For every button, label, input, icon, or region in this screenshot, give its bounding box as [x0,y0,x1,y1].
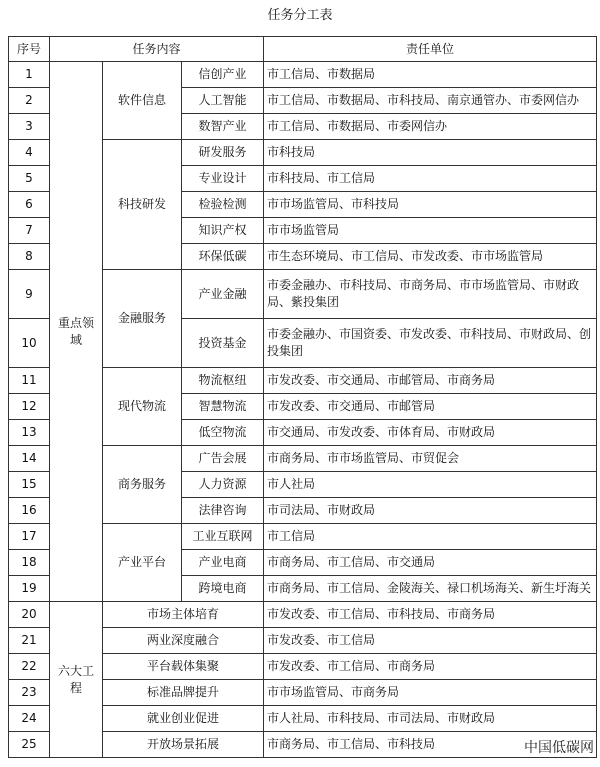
row-no: 5 [9,166,50,192]
row-no: 19 [9,576,50,602]
row-no: 18 [9,550,50,576]
row-no: 6 [9,192,50,218]
row-unit: 市市场监管局 [264,218,597,244]
row-unit: 市市场监管局、市商务局 [264,680,597,706]
row-item: 两业深度融合 [103,628,264,654]
header-no: 序号 [9,37,50,62]
row-no: 7 [9,218,50,244]
row-no: 21 [9,628,50,654]
row-no: 1 [9,62,50,88]
row-unit: 市工信局、市数据局 [264,62,597,88]
row-item: 物流枢纽 [182,368,264,394]
row-unit: 市委金融办、市国资委、市发改委、市科技局、市财政局、创投集团 [264,319,597,368]
header-unit: 责任单位 [264,37,597,62]
row-item: 就业创业促进 [103,706,264,732]
row-no: 23 [9,680,50,706]
row-no: 8 [9,244,50,270]
row-item: 跨境电商 [182,576,264,602]
row-unit: 市委金融办、市科技局、市商务局、市市场监管局、市财政局、紫投集团 [264,270,597,319]
row-item: 广告会展 [182,446,264,472]
subgroup-platform: 产业平台 [103,524,182,602]
header-content: 任务内容 [50,37,264,62]
table-row [9,602,597,628]
row-unit: 市商务局、市市场监管局、市贸促会 [264,446,597,472]
row-item: 市场主体培育 [103,602,264,628]
row-no: 20 [9,602,50,628]
row-unit: 市商务局、市工信局、市交通局 [264,550,597,576]
table-row [9,62,597,88]
row-unit: 市发改委、市工信局、市商务局 [264,654,597,680]
row-no: 14 [9,446,50,472]
subgroup-business: 商务服务 [103,446,182,524]
row-item: 产业金融 [182,270,264,319]
row-unit: 市发改委、市工信局、市科技局、市商务局 [264,602,597,628]
row-item: 开放场景拓展 [103,732,264,758]
row-unit: 市市场监管局、市科技局 [264,192,597,218]
row-item: 标准品牌提升 [103,680,264,706]
row-no: 11 [9,368,50,394]
row-unit: 市发改委、市工信局 [264,628,597,654]
row-item: 法律咨询 [182,498,264,524]
row-no: 12 [9,394,50,420]
row-item: 工业互联网 [182,524,264,550]
row-no: 17 [9,524,50,550]
row-no: 22 [9,654,50,680]
row-item: 信创产业 [182,62,264,88]
row-no: 2 [9,88,50,114]
group-six-projects: 六大工程 [50,602,103,758]
group-key-areas: 重点领域 [50,62,103,602]
row-no: 13 [9,420,50,446]
row-unit: 市司法局、市财政局 [264,498,597,524]
subgroup-tech: 科技研发 [103,140,182,270]
subgroup-finance: 金融服务 [103,270,182,368]
row-item: 投资基金 [182,319,264,368]
row-item: 环保低碳 [182,244,264,270]
row-no: 9 [9,270,50,319]
row-no: 16 [9,498,50,524]
row-no: 10 [9,319,50,368]
row-item: 研发服务 [182,140,264,166]
watermark: 中国低碳网 [524,740,594,756]
row-unit: 市科技局、市工信局 [264,166,597,192]
row-unit: 市生态环境局、市工信局、市发改委、市市场监管局 [264,244,597,270]
header-row [9,37,597,62]
row-item: 产业电商 [182,550,264,576]
row-unit: 市商务局、市工信局、金陵海关、禄口机场海关、新生圩海关 [264,576,597,602]
row-no: 3 [9,114,50,140]
row-no: 15 [9,472,50,498]
row-item: 检验检测 [182,192,264,218]
row-no: 24 [9,706,50,732]
row-item: 知识产权 [182,218,264,244]
row-unit: 市商务局、市工信局、市科技局 [264,732,597,758]
row-unit: 市人社局、市科技局、市司法局、市财政局 [264,706,597,732]
task-table [8,36,597,758]
subgroup-logistics: 现代物流 [103,368,182,446]
row-no: 25 [9,732,50,758]
subgroup-software: 软件信息 [103,62,182,140]
row-unit: 市工信局、市数据局、市科技局、南京通管办、市委网信办 [264,88,597,114]
row-item: 低空物流 [182,420,264,446]
row-item: 数智产业 [182,114,264,140]
row-unit: 市工信局、市数据局、市委网信办 [264,114,597,140]
row-item: 平台载体集聚 [103,654,264,680]
row-unit: 市科技局 [264,140,597,166]
page-title: 任务分工表 [267,8,333,23]
row-unit: 市人社局 [264,472,597,498]
row-item: 人工智能 [182,88,264,114]
row-unit: 市工信局 [264,524,597,550]
row-no: 4 [9,140,50,166]
row-item: 专业设计 [182,166,264,192]
row-item: 智慧物流 [182,394,264,420]
row-item: 人力资源 [182,472,264,498]
row-unit: 市交通局、市发改委、市体育局、市财政局 [264,420,597,446]
row-unit: 市发改委、市交通局、市邮管局、市商务局 [264,368,597,394]
row-unit: 市发改委、市交通局、市邮管局 [264,394,597,420]
